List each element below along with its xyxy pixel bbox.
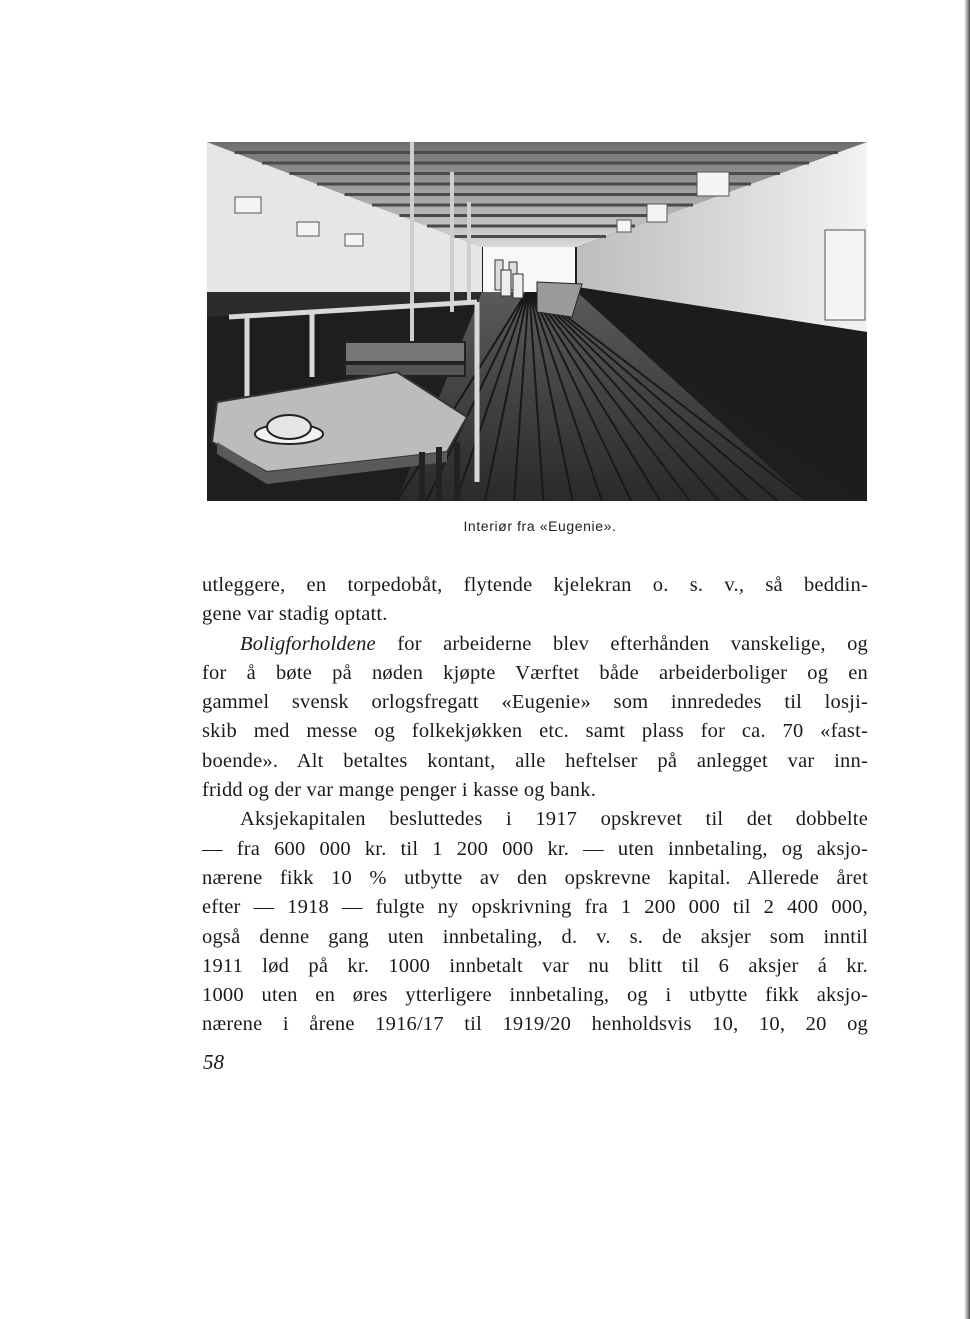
text-line: fridd og der var mange penger i kasse og bank. [202,779,597,802]
text-line: — fra 600 000 kr. til 1 200 000 kr. — uten innbetaling, og aksjo- [202,837,868,860]
page-number: 58 [203,1050,224,1074]
text-line: for å bøte på nøden kjøpte Værftet både arbeiderboliger og en [202,661,868,684]
figure-caption: Interiør fra «Eugenie». [463,518,617,534]
text-line: efter — 1918 — fulgte ny opskrivning fra 1 200 000 til 2 400 000, [202,896,868,919]
scan-edge-shadow [964,0,970,1319]
text-fragment: for arbeiderne blev efterhånden vanskelige, og [375,632,868,655]
text-line: 1911 lød på kr. 1000 innbetalt var nu blitt til 6 aksjer á kr. [202,954,868,977]
body-text [202,571,868,1040]
text-line [202,630,868,659]
text-line: nærene fikk 10 % utbytte av den opskrevne kapital. Allerede året [202,866,868,889]
text-line: utleggere, en torpedobåt, flytende kjelekran o. s. v., så beddin- [202,574,868,596]
text-line: nærene i årene 1916/17 til 1919/20 henholdsvis 10, 10, 20 og [202,1013,868,1036]
text-line: gammel svensk orlogsfregatt «Eugenie» som innrededes til losji- [202,691,868,714]
text-line: skib med messe og folkekjøkken etc. samt plass for ca. 70 «fast- [202,720,868,743]
ship-interior-photo [207,142,867,501]
text-line: også denne gang uten innbetaling, d. v. s. de aksjer som inntil [202,925,868,948]
text-line: boende». Alt betaltes kontant, alle heftelser på anlegget var inn- [202,749,868,772]
italic-term: Boligforholdene [240,632,376,655]
text-line: Aksjekapitalen besluttedes i 1917 opskrevet til det dobbelte [240,808,868,831]
text-line: 1000 uten en øres ytterligere innbetaling, og i utbytte fikk aksjo- [202,984,868,1007]
text-line: gene var stadig optatt. [202,603,388,626]
